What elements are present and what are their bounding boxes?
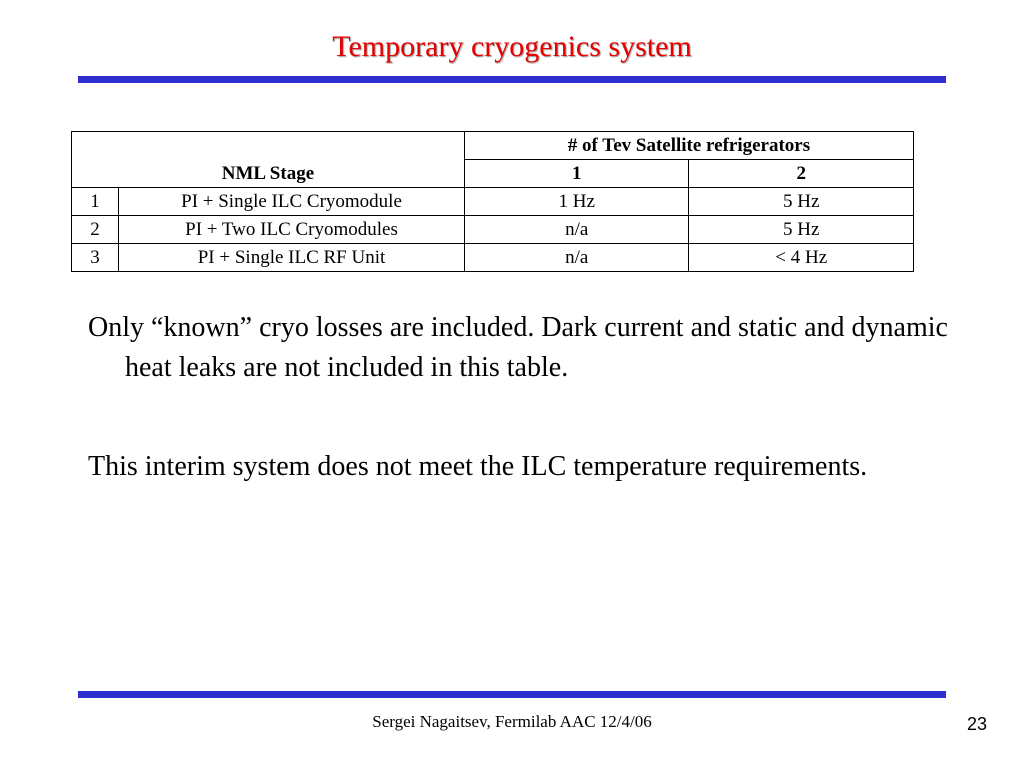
footer-text: Sergei Nagaitsev, Fermilab AAC 12/4/06 <box>372 712 652 731</box>
body-paragraph-2 <box>88 447 968 487</box>
row-number: 1 <box>72 188 119 216</box>
top-divider <box>78 76 946 83</box>
table-header-row <box>72 132 914 160</box>
stage-cell: PI + Single ILC RF Unit <box>119 244 465 272</box>
rate-2-cell: < 4 Hz <box>689 244 914 272</box>
refrigerator-table <box>71 131 914 272</box>
refrigerator-count-1-header: 1 <box>464 160 689 188</box>
paragraph-text: This interim system does not meet the ILC temperature requirements. <box>88 451 868 482</box>
refrigerators-group-header: # of Tev Satellite refrigerators <box>464 132 913 160</box>
table-row <box>72 188 914 216</box>
refrigerator-count-2-header: 2 <box>689 160 914 188</box>
table-row <box>72 244 914 272</box>
rate-1-cell: n/a <box>464 244 689 272</box>
rate-2-cell: 5 Hz <box>689 216 914 244</box>
body-paragraph-1 <box>88 308 968 388</box>
stage-cell: PI + Two ILC Cryomodules <box>119 216 465 244</box>
rate-1-cell: 1 Hz <box>464 188 689 216</box>
rate-1-cell: n/a <box>464 216 689 244</box>
page-number: 23 <box>966 714 987 734</box>
row-number: 2 <box>72 216 119 244</box>
paragraph-text: Only “known” cryo losses are included. Dark current and static and dynamic heat leaks are not included in this table. <box>88 312 948 383</box>
nml-stage-header: NML Stage <box>72 132 465 188</box>
table-row <box>72 216 914 244</box>
stage-cell: PI + Single ILC Cryomodule <box>119 188 465 216</box>
row-number: 3 <box>72 244 119 272</box>
rate-2-cell: 5 Hz <box>689 188 914 216</box>
slide-title: Temporary cryogenics system <box>332 30 692 63</box>
bottom-divider <box>78 691 946 698</box>
